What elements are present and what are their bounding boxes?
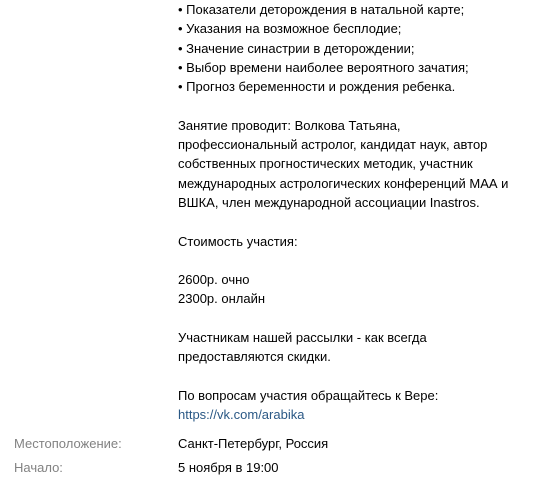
contact-link[interactable]: https://vk.com/arabika xyxy=(178,407,305,423)
event-description xyxy=(178,0,533,425)
description-bullet: • Показатели деторождения в натальной карте; xyxy=(178,2,465,17)
price-line: 2300р. онлайн xyxy=(178,291,266,307)
paragraph-gap xyxy=(178,309,533,328)
discount-line: Участникам нашей рассылки - как всегда xyxy=(178,330,427,346)
location-label: Местоположение: xyxy=(14,436,122,451)
teacher-line: ВШКА, член международной ассоциации Inastros. xyxy=(178,194,480,210)
price-line: 2600р. очно xyxy=(178,272,250,288)
contact-link-line xyxy=(178,405,533,424)
paragraph-gap xyxy=(178,367,533,386)
teacher-line: Занятие проводит: Волкова Татьяна, xyxy=(178,117,401,133)
start-row xyxy=(0,456,543,480)
description-bullet: • Указания на возможное бесплодие; xyxy=(178,21,402,37)
location-row xyxy=(0,432,543,456)
paragraph-gap xyxy=(178,251,533,270)
price-heading: Стоимость участия: xyxy=(178,233,298,249)
description-bullet: • Значение синастрии в деторождении; xyxy=(178,40,415,56)
start-label: Начало: xyxy=(14,460,63,475)
description-bullet: • Прогноз беременности и рождения ребенка. xyxy=(178,79,456,95)
location-value: Санкт-Петербург, Россия xyxy=(178,436,329,451)
start-value: 5 ноября в 19:00 xyxy=(178,460,279,475)
teacher-line: международных астрологических конференций МАА и xyxy=(178,175,509,191)
paragraph-gap xyxy=(178,212,533,231)
teacher-line: профессиональный астролог, кандидат наук, автор xyxy=(178,137,488,153)
contact-line: По вопросам участия обращайтесь к Вере: xyxy=(178,387,439,403)
description-bullet: • Выбор времени наиболее вероятного зачатия; xyxy=(178,59,469,75)
discount-line: предоставляются скидки. xyxy=(178,349,331,365)
paragraph-gap xyxy=(178,96,533,115)
teacher-line: собственных прогностических методик, участник xyxy=(178,156,473,172)
